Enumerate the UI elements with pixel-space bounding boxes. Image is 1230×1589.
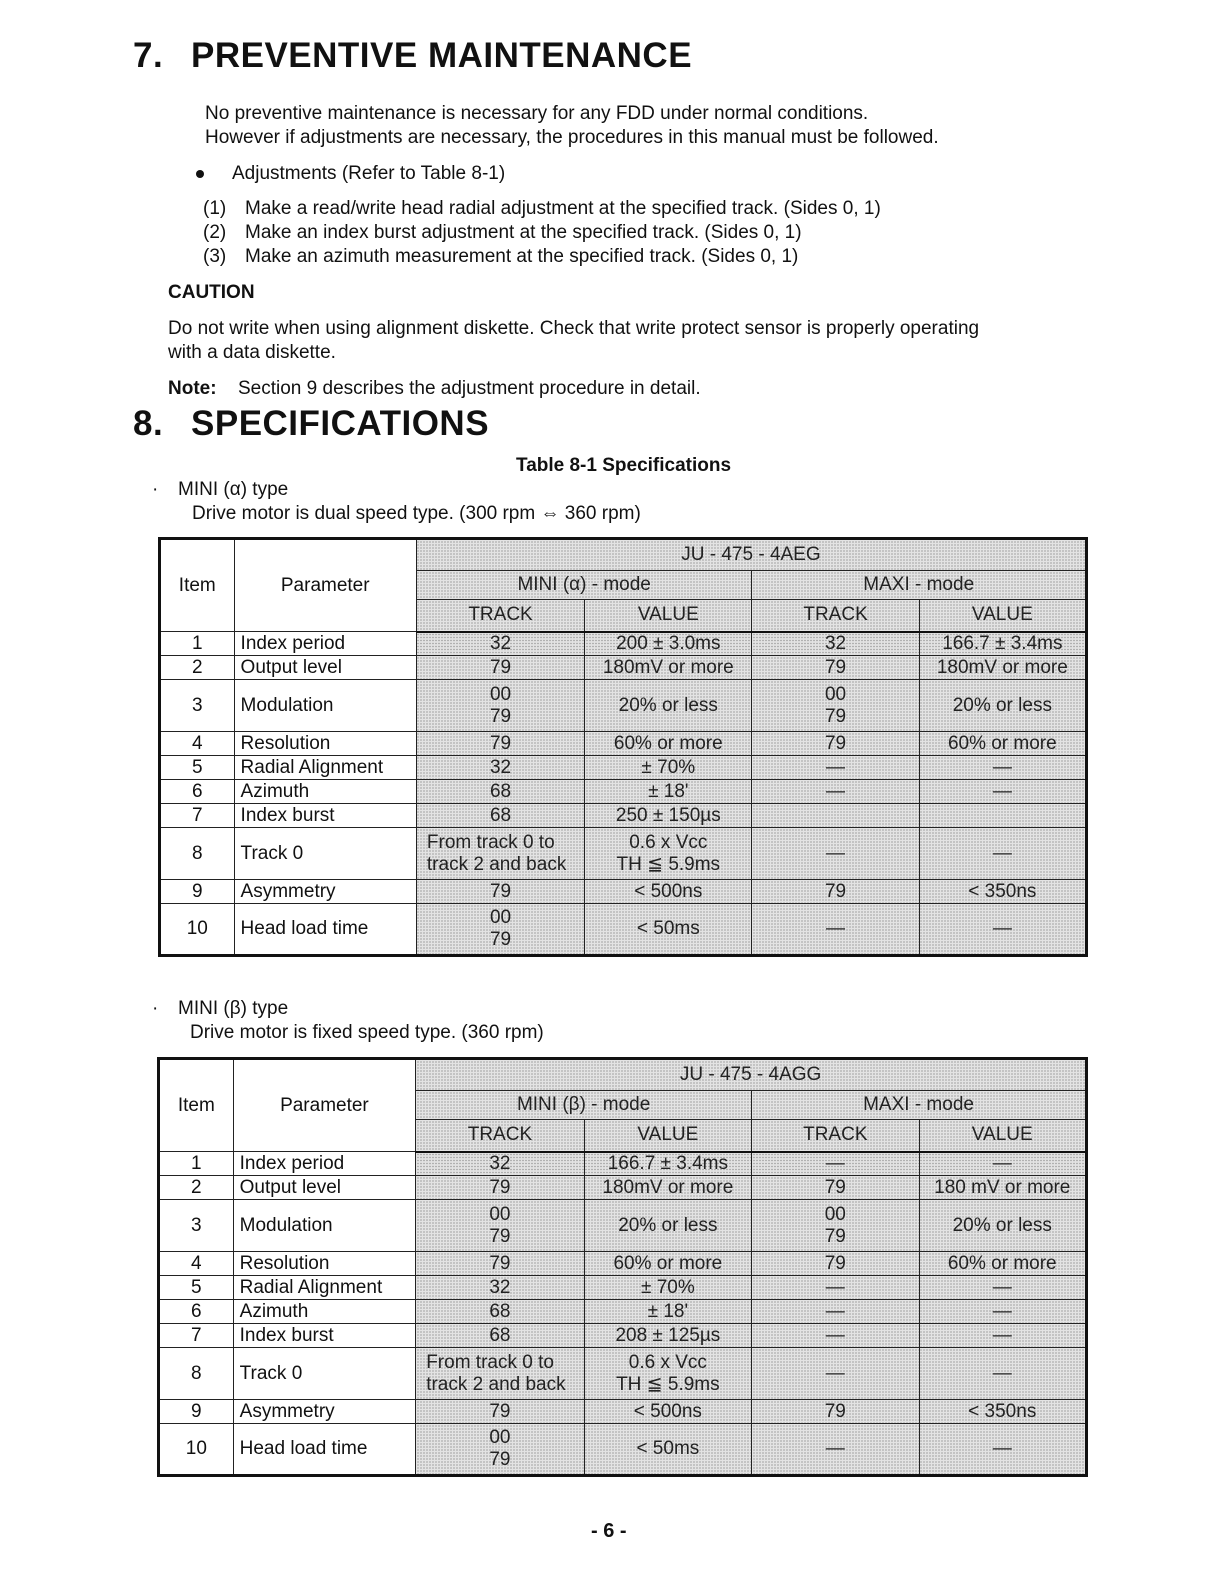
section7-para2: However if adjustments are necessary, the procedures in this manual must be followed. [205, 127, 939, 148]
row-parameter: Modulation [234, 680, 416, 732]
maxi-value-line: < 350ns [968, 1400, 1037, 1422]
mini-value [585, 680, 752, 732]
row-item-number: 1 [159, 1152, 234, 1176]
mini-value-line: ± 18' [648, 780, 689, 802]
maxi-value-line: 166.7 ± 3.4ms [942, 632, 1063, 654]
mini-track-line: 68 [489, 780, 512, 802]
mini-track-line: 79 [489, 1176, 511, 1198]
table-row [160, 904, 1087, 956]
maxi-value-line: 60% or more [947, 1252, 1057, 1274]
mini-value [585, 632, 752, 656]
table-row [159, 1400, 1087, 1424]
mini-track-line: 79 [489, 656, 512, 678]
row-parameter: Index period [234, 632, 416, 656]
row-parameter: Radial Alignment [234, 756, 416, 780]
mini-value [585, 756, 752, 780]
mini-value-line: ± 70% [640, 1276, 695, 1298]
maxi-track-line: 79 [824, 705, 847, 727]
maxi-track-line: — [826, 780, 846, 802]
mini-track-line: 79 [489, 1252, 511, 1274]
table1-type-label: · MINI (α) type [152, 479, 289, 500]
mini-value [584, 1424, 751, 1476]
maxi-mode-header: MAXI - mode [752, 571, 1087, 600]
maxi-value-line: — [992, 780, 1012, 802]
maxi-value [919, 1252, 1086, 1276]
maxi-track-line: 00 [824, 1203, 846, 1225]
table1-type-text: MINI (α) type [178, 479, 289, 500]
table-row [159, 1176, 1087, 1200]
table-row [160, 632, 1087, 656]
mini-track [416, 804, 584, 828]
table-row [159, 1152, 1087, 1176]
maxi-track [752, 804, 919, 828]
table-row [159, 1300, 1087, 1324]
mini-track [416, 780, 584, 804]
maxi-value-line: — [992, 756, 1012, 778]
maxi-track-line: 79 [824, 880, 847, 902]
row-item-number: 5 [159, 1276, 234, 1300]
maxi-value [919, 1348, 1086, 1400]
table-row [160, 880, 1087, 904]
maxi-track [752, 1348, 919, 1400]
table-row [159, 1252, 1087, 1276]
mini-value-line: ± 70% [641, 756, 696, 778]
maxi-track [752, 1300, 919, 1324]
step-number: (1) [203, 198, 227, 219]
table-row [159, 1348, 1087, 1400]
maxi-track [752, 1424, 919, 1476]
maxi-track [752, 632, 919, 656]
mini-track-line: track 2 and back [426, 1373, 566, 1395]
mini-track-line: 79 [489, 1225, 511, 1247]
caution-label: CAUTION [168, 282, 255, 303]
mini-value-line: < 50ms [636, 918, 700, 939]
caution-line-1: Do not write when using alignment diskette. Check that write protect sensor is properly operating [168, 318, 980, 339]
row-item-number: 10 [160, 904, 235, 956]
mini-mode-header: MINI (α) - mode [416, 571, 752, 600]
row-item-number: 9 [159, 1400, 234, 1424]
mini-value [585, 828, 752, 880]
mini-track [416, 632, 584, 656]
maxi-track-line: 79 [824, 732, 847, 754]
mini-value [584, 1300, 751, 1324]
mini-value [585, 780, 752, 804]
step-1 [203, 197, 881, 221]
maxi-value [919, 1300, 1086, 1324]
mini-track-line: track 2 and back [426, 853, 567, 875]
maxi-value-line: — [992, 1324, 1012, 1346]
table2-type-label: · MINI (β) type [152, 998, 289, 1019]
table-row [159, 1324, 1087, 1348]
table-row [160, 828, 1087, 880]
maxi-mode-header: MAXI - mode [752, 1091, 1087, 1120]
maxi-track-line: — [826, 918, 846, 939]
row-parameter: Resolution [233, 1252, 416, 1276]
mini-value-line: 60% or more [613, 732, 723, 754]
maxi-track-line: 79 [824, 1252, 846, 1274]
mini-value-line: < 500ns [633, 1400, 702, 1422]
mini-track [416, 1252, 584, 1276]
mini-value-line: TH ≦ 5.9ms [616, 1373, 720, 1395]
maxi-track-line: 79 [824, 1225, 846, 1247]
mini-value-line: 180mV or more [602, 656, 734, 678]
maxi-track-header: TRACK [752, 1120, 919, 1152]
note-label: Note: [168, 378, 217, 399]
row-parameter: Radial Alignment [233, 1276, 416, 1300]
header-item: Item [160, 539, 235, 632]
row-parameter: Azimuth [233, 1300, 416, 1324]
row-parameter: Track 0 [233, 1348, 416, 1400]
maxi-value-line: — [992, 918, 1012, 939]
maxi-track [752, 1400, 919, 1424]
step-text: Make an azimuth measurement at the specified track. (Sides 0, 1) [245, 246, 799, 267]
mini-track-line: 00 [489, 1427, 511, 1448]
mini-mode-header: MINI (β) - mode [416, 1091, 752, 1120]
mini-value [585, 904, 752, 956]
row-parameter: Track 0 [234, 828, 416, 880]
mini-track-line: 00 [489, 907, 512, 928]
table-row [159, 1424, 1087, 1476]
adjustments-bullet [196, 162, 505, 186]
row-parameter: Asymmetry [233, 1400, 416, 1424]
mini-value-line: 20% or less [618, 694, 718, 716]
row-item-number: 7 [159, 1324, 234, 1348]
row-item-number: 2 [160, 656, 235, 680]
maxi-track [752, 680, 919, 732]
maxi-track-line: — [825, 1324, 845, 1346]
maxi-value-line: — [992, 1276, 1012, 1298]
step-text: Make an index burst adjustment at the specified track. (Sides 0, 1) [245, 222, 802, 243]
maxi-value-header: VALUE [919, 1120, 1086, 1152]
maxi-track [752, 1252, 919, 1276]
maxi-track [752, 828, 919, 880]
maxi-track [752, 1152, 919, 1176]
maxi-value [919, 828, 1086, 880]
mini-track [416, 756, 584, 780]
header-row [160, 539, 1087, 571]
maxi-track-line: — [826, 756, 846, 778]
header-parameter: Parameter [234, 539, 416, 632]
table2-type-text: MINI (β) type [178, 998, 289, 1019]
mini-value [584, 1276, 751, 1300]
mini-value [585, 880, 752, 904]
row-item-number: 6 [159, 1300, 234, 1324]
row-item-number: 10 [159, 1424, 234, 1476]
table1-description: Drive motor is dual speed type. (300 rpm ⇔ 360 rpm) [192, 503, 641, 524]
maxi-value-line: — [992, 1362, 1012, 1384]
mini-value-line: 180mV or more [602, 1176, 734, 1198]
mini-value [584, 1200, 751, 1252]
mini-track-header: TRACK [416, 1120, 584, 1152]
maxi-value-line: 20% or less [952, 694, 1052, 716]
mini-value-line: 166.7 ± 3.4ms [607, 1152, 728, 1174]
mini-track [416, 828, 584, 880]
maxi-track-line: — [826, 842, 846, 864]
mini-value-line: 0.6 x Vcc [629, 831, 708, 853]
row-parameter: Modulation [233, 1200, 416, 1252]
row-parameter: Index burst [233, 1324, 416, 1348]
mini-value [585, 656, 752, 680]
mini-value [584, 1176, 751, 1200]
table-row [160, 756, 1087, 780]
row-parameter: Head load time [233, 1424, 416, 1476]
section7-heading [133, 36, 692, 76]
maxi-value-line: — [992, 842, 1012, 864]
maxi-track [752, 756, 919, 780]
step-number: (2) [203, 222, 227, 243]
maxi-track-line: — [825, 1438, 845, 1459]
model-name: JU - 475 - 4AEG [416, 539, 1086, 571]
section7-title: PREVENTIVE MAINTENANCE [191, 36, 693, 75]
mini-track-line: 00 [489, 1203, 511, 1225]
maxi-value-line: 180 mV or more [934, 1176, 1071, 1198]
maxi-value [919, 780, 1086, 804]
mini-track [416, 1324, 584, 1348]
header-row [159, 1059, 1087, 1091]
mini-value-line: ± 18' [647, 1300, 689, 1322]
table-row [160, 680, 1087, 732]
row-parameter: Index burst [234, 804, 416, 828]
header-parameter: Parameter [233, 1059, 416, 1152]
bullet-dot-icon [196, 170, 204, 178]
mini-value-header: VALUE [584, 1120, 751, 1152]
mini-track-header: TRACK [416, 600, 584, 632]
mini-value [584, 1400, 751, 1424]
mini-track [416, 1424, 584, 1476]
maxi-track [752, 904, 919, 956]
caution-line-2: with a data diskette. [168, 342, 336, 363]
mini-value-line: 208 ± 125µs [615, 1324, 721, 1346]
maxi-value [919, 804, 1086, 828]
maxi-value [919, 1424, 1086, 1476]
maxi-value [919, 1400, 1086, 1424]
mini-value-line: 250 ± 150µs [615, 804, 721, 826]
mini-value [584, 1324, 751, 1348]
row-parameter: Resolution [234, 732, 416, 756]
mini-track-line: From track 0 to [426, 831, 555, 853]
step-number: (3) [203, 246, 227, 267]
section7-para1: No preventive maintenance is necessary for any FDD under normal conditions. [205, 103, 869, 124]
page-number: - 6 - [591, 1520, 627, 1542]
maxi-value [919, 880, 1086, 904]
mini-value-line: 60% or more [613, 1252, 723, 1274]
maxi-value-line: 60% or more [947, 732, 1057, 754]
mini-track [416, 680, 584, 732]
row-item-number: 4 [159, 1252, 234, 1276]
mini-track [416, 732, 584, 756]
maxi-track [752, 656, 919, 680]
adjustments-bullet-text: Adjustments (Refer to Table 8-1) [232, 163, 506, 184]
header-item: Item [159, 1059, 234, 1152]
maxi-value [919, 1152, 1086, 1176]
row-parameter: Output level [234, 656, 416, 680]
mini-value [585, 804, 752, 828]
row-item-number: 8 [160, 828, 235, 880]
mini-track [416, 904, 584, 956]
row-item-number: 3 [159, 1200, 234, 1252]
maxi-value-line: — [992, 1438, 1012, 1459]
mini-track [416, 1300, 584, 1324]
mini-value-line: 200 ± 3.0ms [616, 632, 721, 654]
mini-value-line: < 500ns [634, 880, 703, 902]
mini-track-line: 32 [489, 1276, 511, 1298]
row-parameter: Output level [233, 1176, 416, 1200]
mini-value-line: TH ≦ 5.9ms [616, 853, 721, 875]
maxi-value [919, 632, 1086, 656]
mini-value [584, 1252, 751, 1276]
maxi-track [752, 732, 919, 756]
table2-description: Drive motor is fixed speed type. (360 rpm) [190, 1022, 544, 1043]
maxi-value-line: 180mV or more [936, 656, 1068, 678]
note-text: Section 9 describes the adjustment procedure in detail. [238, 378, 701, 399]
row-item-number: 4 [160, 732, 235, 756]
mini-track-line: 79 [489, 929, 512, 950]
maxi-value [919, 1276, 1086, 1300]
mini-value-header: VALUE [585, 600, 752, 632]
row-item-number: 8 [159, 1348, 234, 1400]
maxi-track [752, 880, 919, 904]
row-item-number: 2 [159, 1176, 234, 1200]
mini-track [416, 1348, 584, 1400]
maxi-value-line: — [992, 1152, 1012, 1174]
table-row [160, 780, 1087, 804]
mini-track-line: 32 [489, 632, 512, 654]
mini-track-line: 79 [489, 1400, 511, 1422]
maxi-track-line: 32 [824, 632, 847, 654]
mini-track-line: 79 [489, 880, 512, 902]
spec-table-beta [157, 1057, 1088, 1477]
maxi-track-line: — [825, 1152, 845, 1174]
mini-track-line: 68 [489, 1324, 511, 1346]
maxi-value [919, 680, 1086, 732]
maxi-track [752, 1324, 919, 1348]
maxi-track-header: TRACK [752, 600, 919, 632]
maxi-value-line: — [992, 1300, 1012, 1322]
mini-track [416, 1400, 584, 1424]
mini-track [416, 656, 584, 680]
row-item-number: 9 [160, 880, 235, 904]
mini-track-line: 00 [489, 683, 512, 705]
maxi-value [919, 1176, 1086, 1200]
maxi-track [752, 1176, 919, 1200]
section7-number: 7. [133, 36, 164, 75]
maxi-track-line: 79 [824, 1176, 846, 1198]
spec-table-alpha [158, 537, 1088, 957]
table-row [159, 1200, 1087, 1252]
mini-value-line: 0.6 x Vcc [628, 1351, 707, 1373]
maxi-value-line: < 350ns [968, 880, 1037, 902]
step-3 [203, 245, 798, 269]
row-item-number: 7 [160, 804, 235, 828]
section8-heading [133, 404, 489, 444]
row-item-number: 1 [160, 632, 235, 656]
row-item-number: 5 [160, 756, 235, 780]
mini-value-line: < 50ms [636, 1438, 700, 1459]
mini-track-line: 79 [489, 1449, 511, 1470]
mini-value-line: 20% or less [618, 1214, 718, 1236]
maxi-track-line: 79 [824, 1400, 846, 1422]
step-text: Make a read/write head radial adjustment at the specified track. (Sides 0, 1) [245, 198, 881, 219]
table-row [160, 804, 1087, 828]
maxi-value [919, 656, 1086, 680]
row-parameter: Asymmetry [234, 880, 416, 904]
row-item-number: 3 [160, 680, 235, 732]
mini-track-line: 32 [489, 756, 512, 778]
mini-value [585, 732, 752, 756]
row-parameter: Head load time [234, 904, 416, 956]
note [168, 377, 701, 401]
maxi-value-header: VALUE [919, 600, 1086, 632]
section8-title: SPECIFICATIONS [191, 404, 490, 443]
maxi-value-line: 20% or less [952, 1214, 1052, 1236]
table-row [160, 656, 1087, 680]
table-row [159, 1276, 1087, 1300]
mini-track [416, 1276, 584, 1300]
row-parameter: Index period [233, 1152, 416, 1176]
mini-track-line: 68 [489, 804, 512, 826]
model-name: JU - 475 - 4AGG [416, 1059, 1087, 1091]
section8-number: 8. [133, 404, 164, 443]
maxi-value [919, 732, 1086, 756]
maxi-track-line: — [825, 1362, 845, 1384]
maxi-track [752, 1200, 919, 1252]
table-caption: Table 8-1 Specifications [516, 455, 732, 476]
table-row [160, 732, 1087, 756]
row-parameter: Azimuth [234, 780, 416, 804]
step-2 [203, 221, 802, 245]
maxi-track-line: 79 [824, 656, 847, 678]
maxi-track-line: — [825, 1300, 845, 1322]
maxi-track-line: — [825, 1276, 845, 1298]
mini-track [416, 880, 584, 904]
mini-track [416, 1200, 584, 1252]
mini-track [416, 1152, 584, 1176]
mini-track-line: From track 0 to [426, 1351, 554, 1373]
mini-value [584, 1152, 751, 1176]
mini-track-line: 68 [489, 1300, 511, 1322]
mini-track-line: 32 [489, 1152, 511, 1174]
mini-track [416, 1176, 584, 1200]
maxi-value [919, 1324, 1086, 1348]
mini-track-line: 79 [489, 705, 512, 727]
maxi-value [919, 904, 1086, 956]
maxi-track [752, 780, 919, 804]
mini-track-line: 79 [489, 732, 512, 754]
maxi-value [919, 1200, 1086, 1252]
row-item-number: 6 [160, 780, 235, 804]
maxi-track [752, 1276, 919, 1300]
maxi-track-line: 00 [824, 683, 847, 705]
maxi-value [919, 756, 1086, 780]
mini-value [584, 1348, 751, 1400]
